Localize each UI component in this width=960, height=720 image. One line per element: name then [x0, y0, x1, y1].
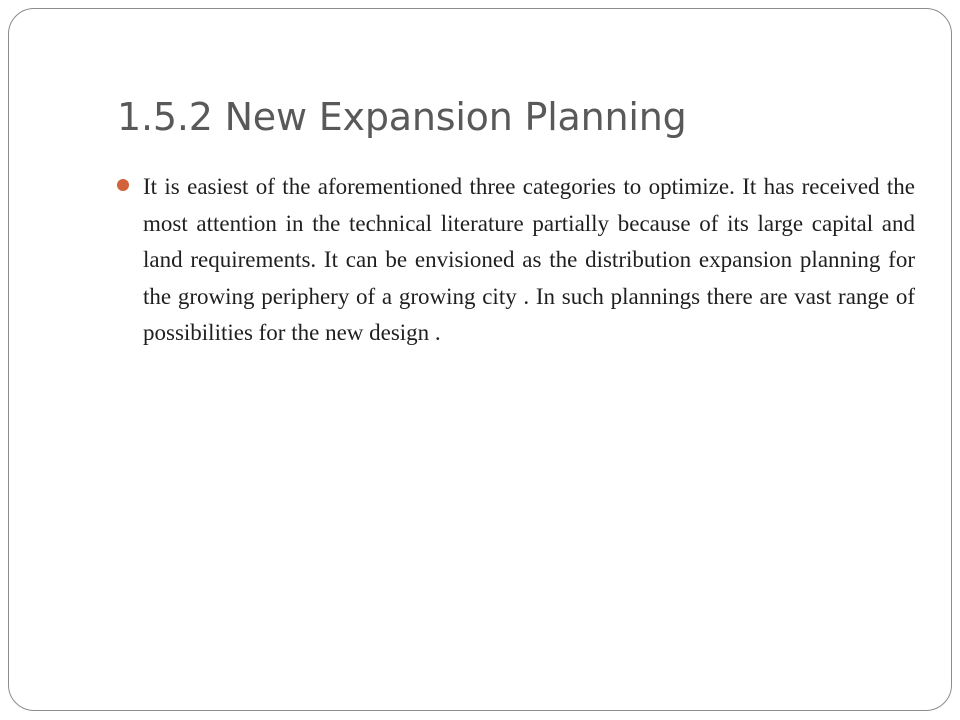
- slide-frame: [8, 8, 952, 711]
- bullet-list: [117, 169, 915, 352]
- bullet-dot-icon: [117, 179, 129, 191]
- slide-title: 1.5.2 New Expansion Planning: [117, 95, 687, 139]
- bullet-item: [117, 169, 915, 352]
- bullet-text: It is easiest of the aforementioned three categories to optimize. It has received the most attention in the technical literature partially because of its large capital and land requirements. It can be envisioned as the distribution expansion planning for the growing periphery of a growing city . In such plannings there are vast range of possibilities for the new design .: [143, 174, 915, 346]
